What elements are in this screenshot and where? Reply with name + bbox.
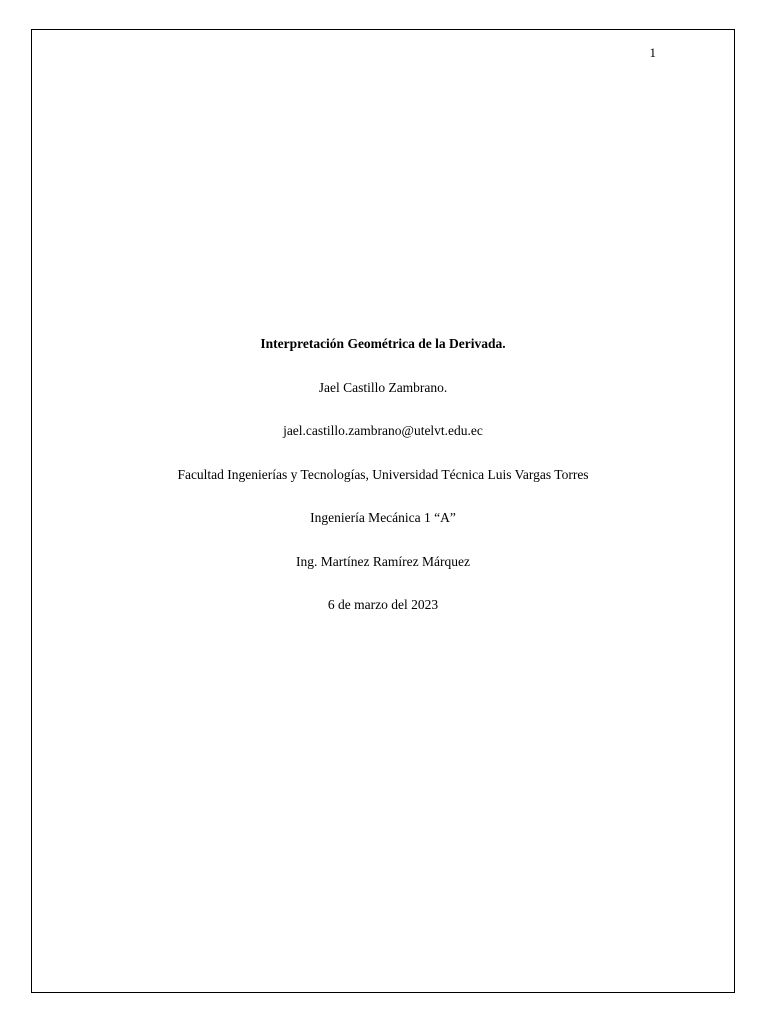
document-date: 6 de marzo del 2023 [327, 597, 439, 612]
document-title: Interpretación Geométrica de la Derivada. [260, 336, 506, 351]
course-name: Ingeniería Mecánica 1 “A” [310, 510, 456, 525]
title-block [32, 336, 734, 641]
affiliation: Facultad Ingenierías y Tecnologías, Universidad Técnica Luis Vargas Torres [177, 466, 589, 482]
instructor-name: Ing. Martínez Ramírez Márquez [296, 553, 470, 569]
author-email: jael.castillo.zambrano@utelvt.edu.ec [283, 423, 483, 438]
author-name: Jael Castillo Zambrano. [318, 379, 448, 395]
page-number: 1 [649, 45, 656, 60]
document-page [31, 29, 735, 993]
